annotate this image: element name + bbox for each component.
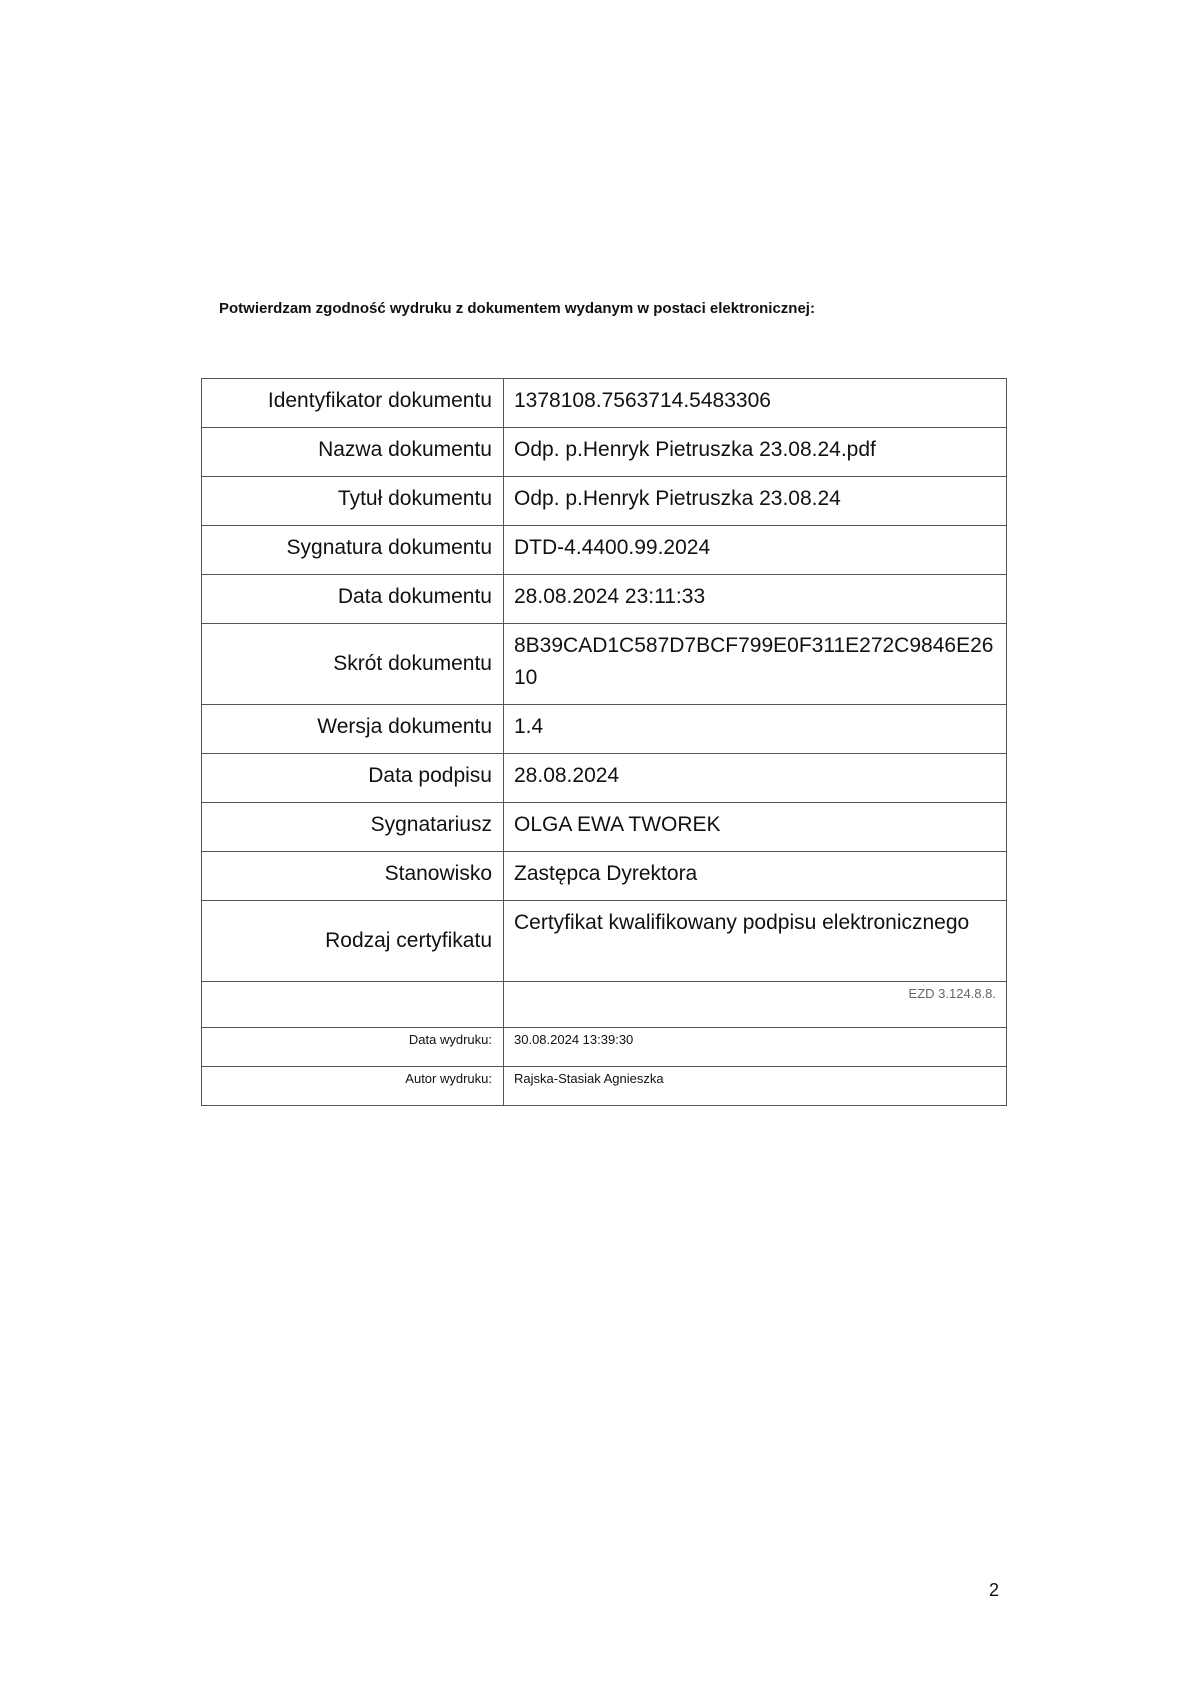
signatory-value: OLGA EWA TWOREK [504, 803, 1007, 852]
table-row [202, 705, 1007, 754]
certificate-type-value: Certyfikat kwalifikowany podpisu elektronicznego [504, 901, 1007, 982]
document-hash-label: Skrót dokumentu [202, 624, 504, 705]
document-signature-value: DTD-4.4400.99.2024 [504, 526, 1007, 575]
signatory-label: Sygnatariusz [202, 803, 504, 852]
document-hash-value: 8B39CAD1C587D7BCF799E0F311E272C9846E26 10 [504, 624, 1007, 705]
document-name-value: Odp. p.Henryk Pietruszka 23.08.24.pdf [504, 428, 1007, 477]
document-id-label: Identyfikator dokumentu [202, 379, 504, 428]
document-signature-label: Sygnatura dokumentu [202, 526, 504, 575]
table-row [202, 901, 1007, 982]
signature-date-label: Data podpisu [202, 754, 504, 803]
certificate-type-label: Rodzaj certyfikatu [202, 901, 504, 982]
document-name-label: Nazwa dokumentu [202, 428, 504, 477]
table-row [202, 477, 1007, 526]
table-row [202, 852, 1007, 901]
print-author-value: Rajska-Stasiak Agnieszka [504, 1067, 1007, 1106]
print-date-value: 30.08.2024 13:39:30 [504, 1028, 1007, 1067]
table-row [202, 428, 1007, 477]
position-label: Stanowisko [202, 852, 504, 901]
table-row [202, 754, 1007, 803]
document-date-value: 28.08.2024 23:11:33 [504, 575, 1007, 624]
document-title-label: Tytuł dokumentu [202, 477, 504, 526]
table-row [202, 526, 1007, 575]
document-id-value: 1378108.7563714.5483306 [504, 379, 1007, 428]
confirmation-statement: Potwierdzam zgodność wydruku z dokumentem wydanym w postaci elektronicznej: [219, 300, 815, 317]
table-row [202, 575, 1007, 624]
document-version-value: 1.4 [504, 705, 1007, 754]
table-row [202, 624, 1007, 705]
print-author-label: Autor wydruku: [202, 1067, 504, 1106]
page-number: 2 [989, 1580, 1000, 1600]
table-row [202, 803, 1007, 852]
document-version-label: Wersja dokumentu [202, 705, 504, 754]
empty-cell [202, 982, 504, 1028]
document-date-label: Data dokumentu [202, 575, 504, 624]
table-row [202, 379, 1007, 428]
print-date-label: Data wydruku: [202, 1028, 504, 1067]
system-version: EZD 3.124.8.8. [504, 982, 1007, 1028]
table-row [202, 1067, 1007, 1106]
document-metadata-table [201, 378, 1007, 1106]
table-row [202, 1028, 1007, 1067]
table-row [202, 982, 1007, 1028]
signature-date-value: 28.08.2024 [504, 754, 1007, 803]
position-value: Zastępca Dyrektora [504, 852, 1007, 901]
document-title-value: Odp. p.Henryk Pietruszka 23.08.24 [504, 477, 1007, 526]
